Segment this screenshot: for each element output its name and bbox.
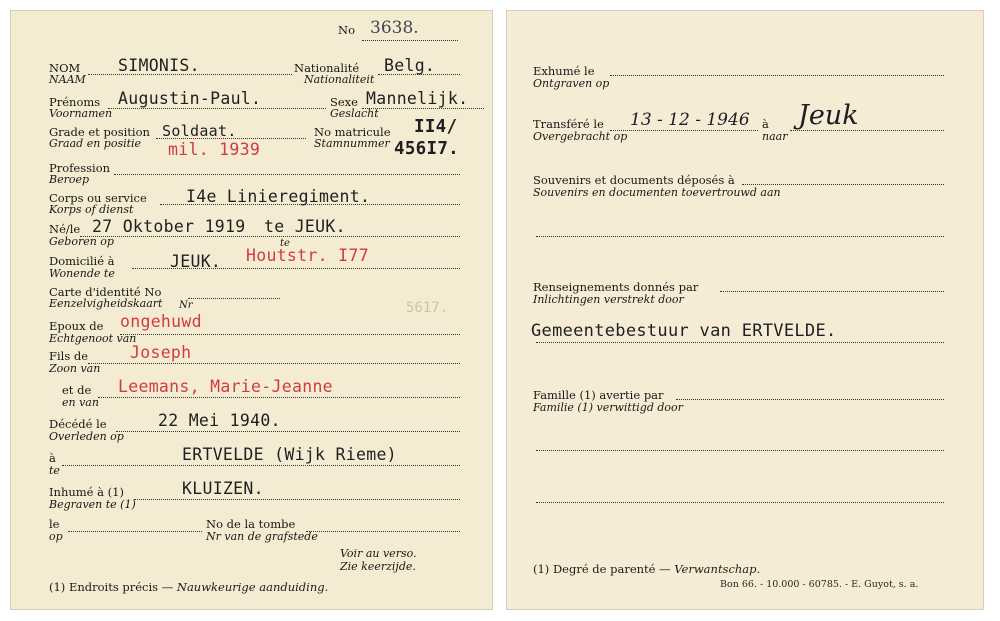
transfere-date: 13 - 12 - 1946 — [630, 110, 750, 130]
back-footnote-nl: Verwantschap. — [674, 562, 761, 576]
front-footnote-fr: (1) Endroits précis — — [49, 580, 174, 594]
transfere-line — [610, 130, 758, 131]
decede-value: 22 Mei 1940. — [158, 411, 281, 430]
faint-mark: 5617. — [406, 300, 449, 316]
prenoms-value: Augustin-Paul. — [118, 89, 262, 108]
number-value: 3638. — [370, 18, 419, 38]
inhume-value: KLUIZEN. — [182, 479, 264, 498]
sexe-label: Sexe — [330, 95, 358, 109]
back-footnote — [533, 563, 760, 576]
zie-keerzijde: Zie keerzijde. — [340, 560, 416, 573]
le-label: le — [49, 517, 60, 531]
famille-line-2 — [536, 450, 944, 451]
exhume-label: Exhumé le — [533, 64, 595, 78]
tombe-line — [306, 531, 460, 532]
inhume-sub: Begraven te (1) — [49, 498, 136, 511]
fils-line — [88, 363, 460, 364]
corps-value: I4e Linieregiment. — [186, 187, 371, 206]
nationalite-value: Belg. — [384, 56, 436, 75]
famille-line — [676, 399, 944, 400]
nom-sub: NAAM — [49, 73, 86, 86]
ne-date: 27 Oktober 1919 — [92, 217, 246, 236]
carte-sub: Eenzelvigheidskaart — [49, 297, 163, 310]
renseignements-line — [720, 291, 944, 292]
epoux-value: ongehuwd — [120, 312, 202, 331]
exhume-line — [610, 75, 944, 76]
le-sub: op — [49, 530, 63, 543]
domicile-sub: Wonende te — [49, 267, 115, 280]
nationalite-sub: Nationaliteit — [304, 73, 375, 86]
epoux-sub: Echtgenoot van — [49, 332, 137, 345]
souvenirs-line-2 — [536, 236, 944, 237]
nationalite-label: Nationalité — [294, 61, 360, 75]
a-label: à — [49, 451, 56, 465]
ne-label: Né/le — [49, 222, 81, 236]
number-label: No — [338, 23, 355, 37]
epoux-label: Epoux de — [49, 319, 104, 333]
carte-label: Carte d'identité No — [49, 285, 162, 299]
renseignements-value: Gemeentebestuur van ERTVELDE. — [531, 321, 837, 341]
renseignements-sub: Inlichtingen verstrekt door — [533, 293, 684, 306]
fils-value: Joseph — [130, 343, 192, 362]
transfere-label: Transféré le — [533, 117, 604, 131]
epoux-line — [120, 334, 460, 335]
number-line — [362, 40, 458, 41]
grade-sub: Graad en positie — [49, 137, 142, 150]
sexe-value: Mannelijk. — [366, 89, 469, 108]
back-card — [506, 10, 984, 610]
decede-line — [116, 431, 460, 432]
transfere-a-label: à — [762, 117, 769, 131]
inhume-label: Inhumé à (1) — [49, 485, 124, 499]
domicile-value: JEUK. — [170, 252, 222, 271]
front-card — [10, 10, 493, 610]
nom-value: SIMONIS. — [118, 56, 200, 75]
fils-label: Fils de — [49, 349, 89, 363]
transfere-a-sub: naar — [762, 130, 788, 143]
inhume-line — [134, 499, 460, 500]
decede-label: Décédé le — [49, 417, 107, 431]
et-de-line — [98, 397, 460, 398]
matricule-value-2: 456I7. — [394, 139, 460, 159]
grade-label: Grade et position — [49, 125, 150, 139]
sexe-line — [362, 108, 484, 109]
renseignements-label: Renseignements donnés par — [533, 280, 699, 294]
profession-sub: Beroep — [49, 173, 90, 186]
ne-line — [80, 236, 460, 237]
prenoms-sub: Voornamen — [49, 107, 113, 120]
ne-te-sub: te — [280, 238, 290, 249]
corps-sub: Korps of dienst — [49, 203, 134, 216]
transfere-place: Jeuk — [798, 100, 859, 131]
souvenirs-line-1 — [742, 184, 944, 185]
domicile-label: Domicilié à — [49, 254, 115, 268]
profession-label: Profession — [49, 161, 111, 175]
tombe-sub: Nr van de grafstede — [206, 530, 318, 543]
profession-line — [114, 174, 460, 175]
domicile-street: Houtstr. I77 — [246, 246, 369, 265]
exhume-sub: Ontgraven op — [533, 77, 610, 90]
a-sub: te — [49, 464, 60, 477]
tombe-label: No de la tombe — [206, 517, 296, 531]
famille-line-3 — [536, 502, 944, 503]
front-footnote-nl: Nauwkeurige aanduiding. — [176, 580, 329, 594]
grade-year: mil. 1939 — [168, 140, 261, 159]
renseignements-line-2 — [536, 342, 944, 343]
carte-line — [188, 298, 280, 299]
back-footnote-fr: (1) Degré de parenté — — [533, 562, 671, 576]
decede-sub: Overleden op — [49, 430, 124, 443]
et-de-value: Leemans, Marie-Jeanne — [118, 377, 333, 396]
et-de-sub: en van — [62, 396, 99, 409]
souvenirs-sub: Souvenirs en documenten toevertrouwd aan — [533, 186, 781, 199]
fils-sub: Zoon van — [49, 362, 101, 375]
ne-place: te JEUK. — [264, 217, 346, 236]
prenoms-label: Prénoms — [49, 95, 101, 109]
famille-label: Famille (1) avertie par — [533, 388, 664, 402]
front-footnote — [49, 581, 328, 594]
a-value: ERTVELDE (Wijk Rieme) — [182, 445, 397, 464]
famille-sub: Familie (1) verwittigd door — [533, 401, 683, 414]
sexe-sub: Geslacht — [330, 107, 379, 120]
prenoms-line — [108, 108, 326, 109]
voir-verso: Voir au verso. — [340, 547, 417, 560]
souvenirs-label: Souvenirs et documents déposés à — [533, 173, 735, 187]
print-info: Bon 66. - 10.000 - 60785. - E. Guyot, s. a. — [720, 579, 919, 590]
ne-sub: Geboren op — [49, 235, 114, 248]
nom-label: NOM — [49, 61, 81, 75]
matricule-value: II4/ — [414, 117, 458, 137]
le-line — [68, 531, 202, 532]
carte-sub-nr: Nr — [179, 300, 193, 311]
matricule-label: No matricule — [314, 125, 391, 139]
a-line — [62, 465, 460, 466]
transfere-sub: Overgebracht op — [533, 130, 628, 143]
grade-value: Soldaat. — [162, 122, 237, 140]
corps-label: Corps ou service — [49, 191, 147, 205]
matricule-sub: Stamnummer — [314, 137, 390, 150]
et-de-label: et de — [62, 383, 92, 397]
